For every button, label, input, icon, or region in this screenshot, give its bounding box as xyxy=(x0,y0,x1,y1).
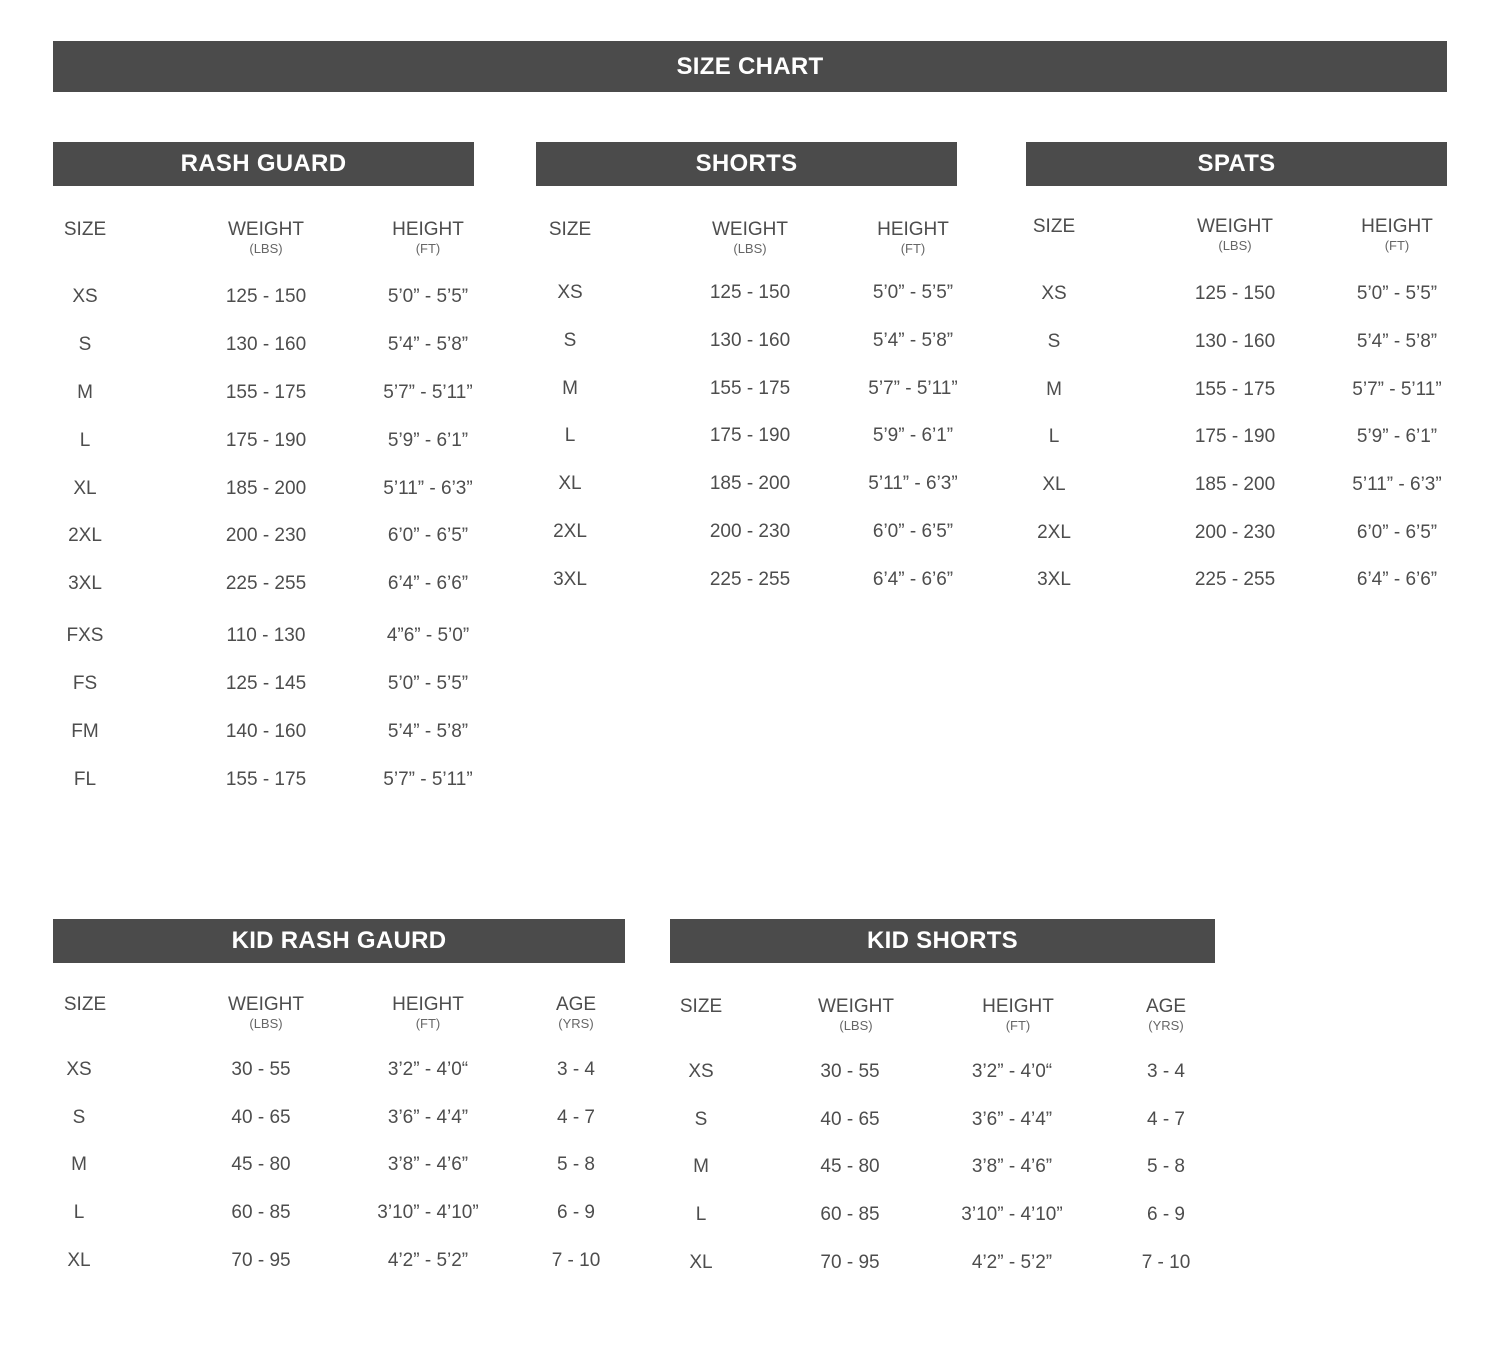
spats-row-0-weight: 125 - 150 xyxy=(1194,283,1276,304)
kid-rash-guard-row-0-weight: 30 - 55 xyxy=(231,1059,291,1080)
shorts-header-height xyxy=(877,220,949,256)
shorts-header-weight-unit: (LBS) xyxy=(733,241,767,256)
kid-rash-guard-header-age xyxy=(556,995,596,1031)
spats-row-6-height: 6’4” - 6’6” xyxy=(1356,569,1438,590)
kid-shorts-header-weight-label: WEIGHT xyxy=(818,996,894,1017)
spats-row-5-size: 2XL xyxy=(1037,522,1071,543)
rash-guard-row-0-weight: 125 - 150 xyxy=(225,286,307,307)
rash-guard-row-5-height: 6’0” - 6’5” xyxy=(387,525,469,546)
kid-rash-guard-row-4-size: XL xyxy=(67,1250,91,1271)
kid-shorts-header-age xyxy=(1146,997,1186,1033)
spats-row-2-height: 5’7” - 5’11” xyxy=(1352,379,1442,400)
spats-row-4-height: 5’11” - 6’3” xyxy=(1352,474,1442,495)
shorts-row-4-weight: 185 - 200 xyxy=(709,473,791,494)
kid-rash-guard-row-0-age: 3 - 4 xyxy=(556,1059,596,1080)
kid-shorts-row-2-height: 3’8” - 4’6” xyxy=(971,1156,1053,1177)
kid-rash-guard-row-0-size: XS xyxy=(66,1059,92,1080)
rash-guard-row-10-size: FL xyxy=(73,769,97,790)
kid-shorts-header-size-label: SIZE xyxy=(679,996,723,1017)
shorts-header-size-label: SIZE xyxy=(548,219,592,240)
spats-title: SPATS xyxy=(1026,142,1447,186)
shorts-row-0-size: XS xyxy=(557,282,583,303)
rash-guard-row-5-size: 2XL xyxy=(68,525,102,546)
rash-guard-header-weight-unit: (LBS) xyxy=(249,241,283,256)
rash-guard-row-9-height: 5’4” - 5’8” xyxy=(387,721,469,742)
kid-rash-guard-row-4-age: 7 - 10 xyxy=(551,1250,601,1271)
kid-shorts-header-height xyxy=(982,997,1054,1033)
rash-guard-row-6-size: 3XL xyxy=(68,573,102,594)
rash-guard-header-size xyxy=(64,220,106,240)
shorts-title: SHORTS xyxy=(536,142,957,186)
rash-guard-row-1-height: 5’4” - 5’8” xyxy=(387,334,469,355)
spats-header-weight xyxy=(1197,217,1273,253)
kid-shorts-title: KID SHORTS xyxy=(670,919,1215,963)
rash-guard-row-7-size: FXS xyxy=(66,625,104,646)
spats-header-weight-label: WEIGHT xyxy=(1197,216,1273,237)
shorts-row-3-weight: 175 - 190 xyxy=(709,425,791,446)
kid-shorts-row-4-weight: 70 - 95 xyxy=(820,1252,880,1273)
shorts-header-weight-label: WEIGHT xyxy=(712,219,788,240)
rash-guard-title: RASH GUARD xyxy=(53,142,474,186)
shorts-row-5-height: 6’0” - 6’5” xyxy=(872,521,954,542)
kid-shorts-header-age-label: AGE xyxy=(1145,996,1187,1017)
kid-rash-guard-row-1-height: 3’6” - 4’4” xyxy=(387,1107,469,1128)
spats-row-4-weight: 185 - 200 xyxy=(1194,474,1276,495)
shorts-row-1-weight: 130 - 160 xyxy=(709,330,791,351)
rash-guard-row-6-height: 6’4” - 6’6” xyxy=(387,573,469,594)
kid-shorts-header-weight xyxy=(818,997,894,1033)
spats-row-0-height: 5’0” - 5’5” xyxy=(1356,283,1438,304)
kid-rash-guard-row-3-size: L xyxy=(73,1202,85,1223)
spats-row-3-weight: 175 - 190 xyxy=(1194,426,1276,447)
rash-guard-row-9-weight: 140 - 160 xyxy=(225,721,307,742)
spats-row-2-weight: 155 - 175 xyxy=(1194,379,1276,400)
kid-rash-guard-row-1-weight: 40 - 65 xyxy=(231,1107,291,1128)
kid-shorts-row-2-weight: 45 - 80 xyxy=(820,1156,880,1177)
rash-guard-header-weight xyxy=(228,220,304,256)
rash-guard-row-1-weight: 130 - 160 xyxy=(225,334,307,355)
kid-rash-guard-row-2-height: 3’8” - 4’6” xyxy=(387,1154,469,1175)
shorts-row-5-size: 2XL xyxy=(553,521,587,542)
kid-shorts-row-2-size: M xyxy=(693,1156,709,1177)
kid-shorts-row-2-age: 5 - 8 xyxy=(1146,1156,1186,1177)
kid-shorts-header-size xyxy=(680,997,722,1017)
spats-row-1-weight: 130 - 160 xyxy=(1194,331,1276,352)
spats-row-5-weight: 200 - 230 xyxy=(1194,522,1276,543)
kid-shorts-header-height-unit: (FT) xyxy=(1005,1018,1031,1033)
spats-header-height-label: HEIGHT xyxy=(1361,216,1433,237)
kid-shorts-row-4-size: XL xyxy=(689,1252,713,1273)
shorts-row-2-weight: 155 - 175 xyxy=(709,378,791,399)
shorts-row-6-weight: 225 - 255 xyxy=(709,569,791,590)
rash-guard-row-4-weight: 185 - 200 xyxy=(225,478,307,499)
rash-guard-row-2-weight: 155 - 175 xyxy=(225,382,307,403)
shorts-header-weight xyxy=(712,220,788,256)
shorts-row-3-size: L xyxy=(564,425,576,446)
shorts-row-4-size: XL xyxy=(558,473,582,494)
kid-rash-guard-row-2-weight: 45 - 80 xyxy=(231,1154,291,1175)
shorts-header-height-label: HEIGHT xyxy=(877,219,949,240)
rash-guard-row-8-height: 5’0” - 5’5” xyxy=(387,673,469,694)
rash-guard-row-6-weight: 225 - 255 xyxy=(225,573,307,594)
kid-rash-guard-row-4-weight: 70 - 95 xyxy=(231,1250,291,1271)
spats-header-height xyxy=(1361,217,1433,253)
rash-guard-row-3-size: L xyxy=(79,430,91,451)
rash-guard-row-9-size: FM xyxy=(71,721,99,742)
kid-rash-guard-header-size-label: SIZE xyxy=(63,994,107,1015)
shorts-row-0-weight: 125 - 150 xyxy=(709,282,791,303)
spats-header-height-unit: (FT) xyxy=(1384,238,1410,253)
spats-row-6-size: 3XL xyxy=(1037,569,1071,590)
spats-row-6-weight: 225 - 255 xyxy=(1194,569,1276,590)
spats-row-2-size: M xyxy=(1046,379,1062,400)
kid-rash-guard-row-4-height: 4’2” - 5’2” xyxy=(387,1250,469,1271)
rash-guard-row-0-size: XS xyxy=(72,286,98,307)
kid-rash-guard-header-age-unit: (YRS) xyxy=(558,1016,594,1031)
kid-rash-guard-row-3-height: 3’10” - 4’10” xyxy=(377,1202,479,1223)
rash-guard-row-0-height: 5’0” - 5’5” xyxy=(387,286,469,307)
rash-guard-row-3-height: 5’9” - 6’1” xyxy=(387,430,469,451)
kid-shorts-row-0-weight: 30 - 55 xyxy=(820,1061,880,1082)
rash-guard-row-3-weight: 175 - 190 xyxy=(225,430,307,451)
spats-row-4-size: XL xyxy=(1042,474,1066,495)
shorts-row-0-height: 5’0” - 5’5” xyxy=(872,282,954,303)
kid-shorts-row-4-age: 7 - 10 xyxy=(1141,1252,1191,1273)
rash-guard-row-8-size: FS xyxy=(72,673,98,694)
rash-guard-row-7-height: 4”6” - 5’0” xyxy=(386,625,470,646)
spats-header-size xyxy=(1033,217,1075,237)
rash-guard-row-5-weight: 200 - 230 xyxy=(225,525,307,546)
kid-shorts-row-1-weight: 40 - 65 xyxy=(820,1109,880,1130)
kid-shorts-row-0-size: XS xyxy=(688,1061,714,1082)
kid-rash-guard-header-size xyxy=(64,995,106,1015)
kid-shorts-row-4-height: 4’2” - 5’2” xyxy=(971,1252,1053,1273)
kid-rash-guard-row-2-size: M xyxy=(71,1154,87,1175)
kid-shorts-row-3-weight: 60 - 85 xyxy=(820,1204,880,1225)
rash-guard-row-8-weight: 125 - 145 xyxy=(225,673,307,694)
rash-guard-row-10-height: 5’7” - 5’11” xyxy=(383,769,473,790)
shorts-header-size xyxy=(549,220,591,240)
kid-rash-guard-header-height-label: HEIGHT xyxy=(392,994,464,1015)
shorts-row-2-size: M xyxy=(562,378,578,399)
spats-row-1-height: 5’4” - 5’8” xyxy=(1356,331,1438,352)
spats-header-weight-unit: (LBS) xyxy=(1218,238,1252,253)
spats-row-3-size: L xyxy=(1048,426,1060,447)
rash-guard-header-height xyxy=(392,220,464,256)
rash-guard-row-4-height: 5’11” - 6’3” xyxy=(383,478,473,499)
spats-row-1-size: S xyxy=(1047,331,1061,352)
rash-guard-row-2-size: M xyxy=(77,382,93,403)
shorts-row-4-height: 5’11” - 6’3” xyxy=(868,473,958,494)
kid-rash-guard-header-height-unit: (FT) xyxy=(415,1016,441,1031)
kid-shorts-row-3-height: 3’10” - 4’10” xyxy=(961,1204,1063,1225)
rash-guard-header-weight-label: WEIGHT xyxy=(228,219,304,240)
shorts-header-height-unit: (FT) xyxy=(900,241,926,256)
kid-rash-guard-title: KID RASH GAURD xyxy=(53,919,625,963)
rash-guard-row-10-weight: 155 - 175 xyxy=(225,769,307,790)
rash-guard-header-height-unit: (FT) xyxy=(415,241,441,256)
spats-row-0-size: XS xyxy=(1041,283,1067,304)
rash-guard-row-1-size: S xyxy=(78,334,92,355)
kid-shorts-row-0-age: 3 - 4 xyxy=(1146,1061,1186,1082)
kid-rash-guard-row-1-size: S xyxy=(72,1107,86,1128)
kid-shorts-row-0-height: 3’2” - 4’0“ xyxy=(971,1061,1053,1082)
rash-guard-row-7-weight: 110 - 130 xyxy=(226,625,306,646)
rash-guard-row-2-height: 5’7” - 5’11” xyxy=(383,382,473,403)
kid-rash-guard-header-weight-label: WEIGHT xyxy=(228,994,304,1015)
kid-rash-guard-header-age-label: AGE xyxy=(555,994,597,1015)
shorts-row-6-height: 6’4” - 6’6” xyxy=(872,569,954,590)
kid-rash-guard-header-height xyxy=(392,995,464,1031)
spats-header-size-label: SIZE xyxy=(1032,216,1076,237)
kid-rash-guard-row-2-age: 5 - 8 xyxy=(556,1154,596,1175)
rash-guard-header-size-label: SIZE xyxy=(63,219,107,240)
kid-shorts-row-3-age: 6 - 9 xyxy=(1146,1204,1186,1225)
kid-shorts-row-1-age: 4 - 7 xyxy=(1146,1109,1186,1130)
rash-guard-row-4-size: XL xyxy=(73,478,97,499)
page-title: SIZE CHART xyxy=(53,41,1447,92)
kid-rash-guard-header-weight xyxy=(228,995,304,1031)
kid-rash-guard-row-0-height: 3’2” - 4’0“ xyxy=(387,1059,469,1080)
kid-shorts-header-age-unit: (YRS) xyxy=(1148,1018,1184,1033)
shorts-row-1-size: S xyxy=(563,330,577,351)
kid-shorts-row-1-size: S xyxy=(694,1109,708,1130)
kid-shorts-row-3-size: L xyxy=(695,1204,707,1225)
rash-guard-header-height-label: HEIGHT xyxy=(392,219,464,240)
shorts-row-1-height: 5’4” - 5’8” xyxy=(872,330,954,351)
kid-rash-guard-header-weight-unit: (LBS) xyxy=(249,1016,283,1031)
spats-row-5-height: 6’0” - 6’5” xyxy=(1356,522,1438,543)
shorts-row-6-size: 3XL xyxy=(553,569,587,590)
shorts-row-5-weight: 200 - 230 xyxy=(709,521,791,542)
kid-rash-guard-row-3-age: 6 - 9 xyxy=(556,1202,596,1223)
spats-row-3-height: 5’9” - 6’1” xyxy=(1356,426,1438,447)
shorts-row-2-height: 5’7” - 5’11” xyxy=(868,378,958,399)
kid-rash-guard-row-1-age: 4 - 7 xyxy=(556,1107,596,1128)
kid-shorts-header-height-label: HEIGHT xyxy=(982,996,1054,1017)
kid-shorts-row-1-height: 3’6” - 4’4” xyxy=(971,1109,1053,1130)
shorts-row-3-height: 5’9” - 6’1” xyxy=(872,425,954,446)
kid-shorts-header-weight-unit: (LBS) xyxy=(839,1018,873,1033)
kid-rash-guard-row-3-weight: 60 - 85 xyxy=(231,1202,291,1223)
